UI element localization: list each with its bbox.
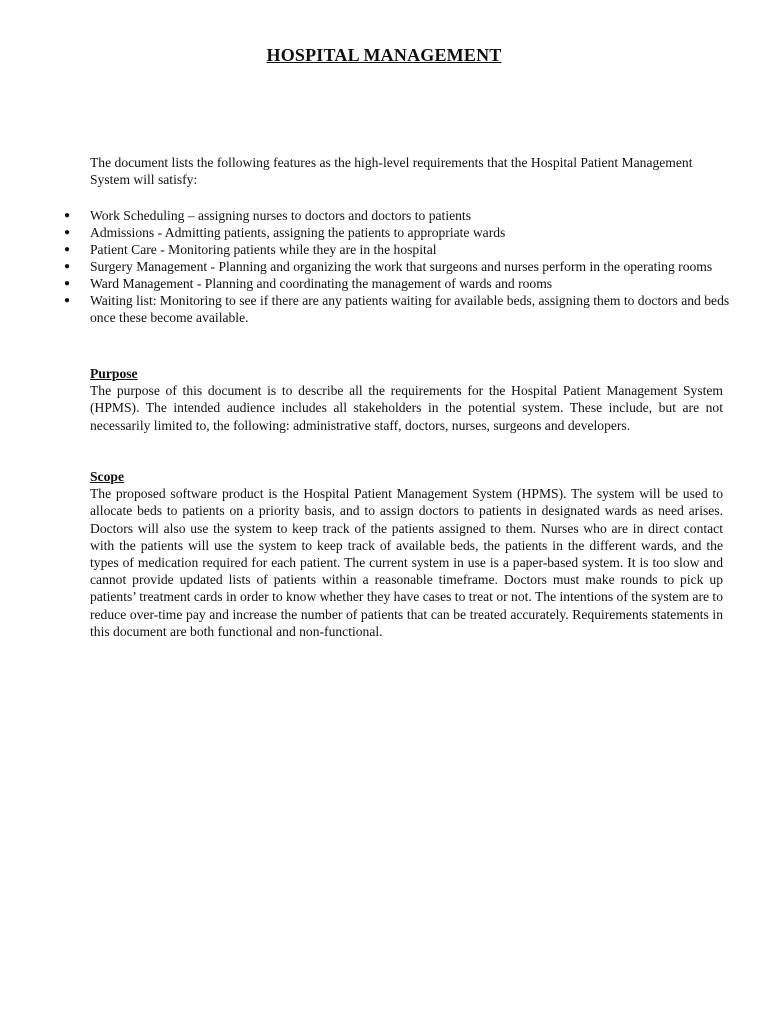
purpose-heading: Purpose xyxy=(90,366,138,381)
list-item xyxy=(58,258,730,275)
scope-text: The proposed software product is the Hospital Patient Management System (HPMS). The system will be used to allocate beds to patients on a priority basis, and to assign doctors to patients in designated wards as need arises. Doctors will also use the system to keep track of the patients assigned to them. Nurses who are in direct contact with the patients will use the system to keep track of available beds, the patients in the different wards, and the types of medication required for each patient. The current system in use is a paper-based system. It is too slow and cannot provide updated lists of patients within a reasonable timeframe. Doctors must make rounds to pick up patients’ treatment cards in order to know whether they have cases to treat or not. The intentions of the system are to reduce over-time pay and increase the number of patients that can be treated accurately. Requirements statements in this document are both functional and non-functional. xyxy=(90,486,723,639)
list-item xyxy=(58,241,730,258)
list-item xyxy=(58,207,730,224)
page-title: HOSPITAL MANAGEMENT xyxy=(266,45,502,65)
list-item-text: Patient Care - Monitoring patients while they are in the hospital xyxy=(90,242,437,257)
list-item-text: Surgery Management - Planning and organizing the work that surgeons and nurses perform in the operating rooms xyxy=(90,259,713,274)
list-item-text: Admissions - Admitting patients, assigning the patients to appropriate wards xyxy=(90,225,506,240)
purpose-text: The purpose of this document is to describe all the requirements for the Hospital Patient Management System (HPMS). The intended audience includes all stakeholders in the potential system. These include, but are not necessarily limited to, the following: administrative staff, doctors, nurses, surgeons and developers. xyxy=(90,383,723,433)
list-item xyxy=(58,275,730,292)
purpose-section xyxy=(90,365,723,434)
bullet-icon: ● xyxy=(64,261,71,272)
bullet-icon: ● xyxy=(64,227,71,238)
list-item-text: Ward Management - Planning and coordinating the management of wards and rooms xyxy=(90,276,553,291)
bullet-icon: ● xyxy=(64,210,71,221)
list-item-text: Waiting list: Monitoring to see if there are any patients waiting for available beds, assigning them to doctors and beds once these become available. xyxy=(90,293,730,325)
list-item xyxy=(58,292,730,326)
scope-heading: Scope xyxy=(90,469,124,484)
list-item xyxy=(58,224,730,241)
bullet-icon: ● xyxy=(64,295,71,306)
scope-section xyxy=(90,468,723,640)
feature-list xyxy=(58,207,730,326)
list-item-text: Work Scheduling – assigning nurses to doctors and doctors to patients xyxy=(90,208,471,223)
intro-paragraph: The document lists the following features as the high-level requirements that the Hospital Patient Management System will satisfy: xyxy=(90,155,693,187)
bullet-icon: ● xyxy=(64,278,71,289)
bullet-icon: ● xyxy=(64,244,71,255)
